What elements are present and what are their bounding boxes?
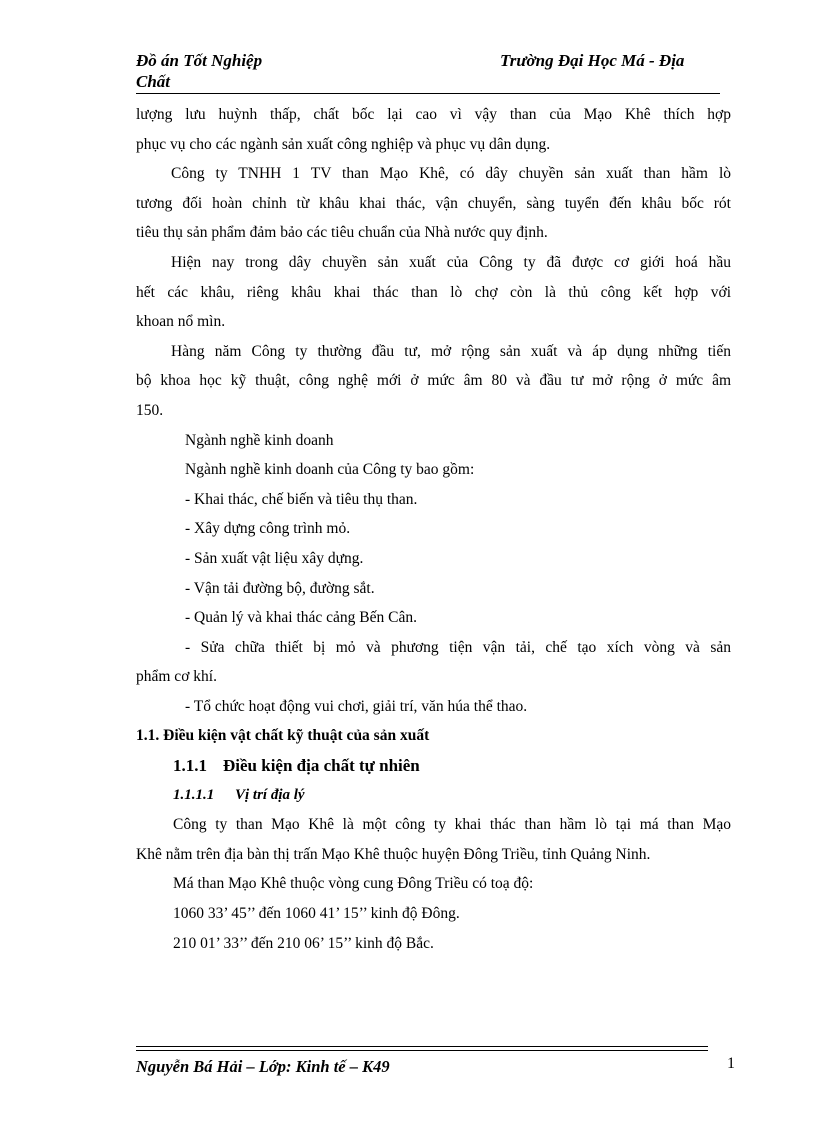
paragraph-3-line-1: Hiện nay trong dây chuyền sản xuất của Công ty đã được cơ giới hoá hầu (171, 253, 731, 271)
subsubsection-title: Vị trí địa lý (235, 786, 305, 803)
business-item: - Sản xuất vật liệu xây dựng. (185, 549, 364, 567)
location-paragraph-line-2: Khê nằm trên địa bàn thị trấn Mạo Khê thuộc huyện Đông Triều, tỉnh Quảng Ninh. (136, 845, 651, 863)
section-heading: 1.1. Điều kiện vật chất kỹ thuật của sản xuất (136, 727, 430, 745)
subsection-heading (136, 751, 731, 781)
paragraph-2-line-3: tiêu thụ sản phẩm đảm bảo các tiêu chuẩn của Nhà nước quy định. (136, 224, 548, 242)
paragraph-3-line-2: hết các khâu, riêng khâu khai thác than lò chợ còn là thủ công kết hợp với (136, 283, 731, 301)
business-intro: Ngành nghề kinh doanh của Công ty bao gồm: (185, 461, 475, 479)
header-rule (136, 93, 720, 94)
paragraph-3-line-3: khoan nổ mìn. (136, 313, 226, 331)
paragraph-4-line-3: 150. (136, 401, 164, 419)
business-heading: Ngành nghề kinh doanh (185, 431, 334, 449)
business-item-continued: phẩm cơ khí. (136, 668, 217, 686)
subsection-number: 1.1.1 (173, 756, 207, 776)
footer-author: Nguyễn Bá Hải – Lớp: Kinh tế – K49 (136, 1057, 390, 1076)
subsubsection-heading (136, 781, 731, 811)
location-paragraph-line-1: Công ty than Mạo Khê là một công ty khai thác than hầm lò tại má than Mạo (173, 816, 731, 834)
header-left-title-continued: Chất (136, 72, 171, 91)
paragraph-4-line-2: bộ khoa học kỹ thuật, công nghệ mới ở mức âm 80 và đầu tư mở rộng ở mức âm (136, 372, 731, 390)
business-item: - Quản lý và khai thác cảng Bến Cân. (185, 609, 417, 627)
coordinates-latitude: 210 01’ 33’’ đến 210 06’ 15’’ kinh độ Bắc. (173, 934, 434, 952)
subsection-title: Điều kiện địa chất tự nhiên (223, 756, 420, 776)
business-item: - Vận tải đường bộ, đường sắt. (185, 579, 375, 597)
business-item: - Xây dựng công trình mỏ. (185, 520, 351, 538)
business-item: - Khai thác, chế biến và tiêu thụ than. (185, 490, 418, 508)
paragraph-2-line-1: Công ty TNHH 1 TV than Mạo Khê, có dây chuyền sản xuất than hầm lò (171, 165, 731, 183)
paragraph-1-line-1: lượng lưu huỳnh thấp, chất bốc lại cao vì vậy than của Mạo Khê thích hợp (136, 106, 731, 123)
footer-rule (136, 1046, 708, 1047)
coordinates-longitude: 1060 33’ 45’’ đến 1060 41’ 15’’ kinh độ Đông. (173, 905, 460, 923)
business-item: - Tổ chức hoạt động vui chơi, giải trí, văn húa thể thao. (185, 697, 528, 715)
footer-rule (136, 1050, 708, 1051)
header-right-title: Trường Đại Học Má - Địa (500, 51, 685, 70)
header-left-title: Đồ án Tốt Nghiệp (136, 51, 263, 70)
paragraph-1-line-2: phục vụ cho các ngành sản xuất công nghiệp và phục vụ dân dụng. (136, 135, 551, 153)
page-number: 1 (727, 1055, 735, 1072)
paragraph-4-line-1: Hàng năm Công ty thường đầu tư, mở rộng sản xuất và áp dụng những tiến (171, 342, 731, 360)
coordinates-intro: Má than Mạo Khê thuộc vòng cung Đông Triều có toạ độ: (173, 875, 534, 893)
paragraph-2-line-2: tương đối hoàn chỉnh từ khâu khai thác, vận chuyển, sàng tuyển đến khâu bốc rót (136, 194, 731, 212)
subsubsection-number: 1.1.1.1 (173, 786, 215, 803)
business-item: - Sửa chữa thiết bị mỏ và phương tiện vận tải, chế tạo xích vòng và sản (185, 638, 731, 656)
document-body (136, 100, 731, 958)
